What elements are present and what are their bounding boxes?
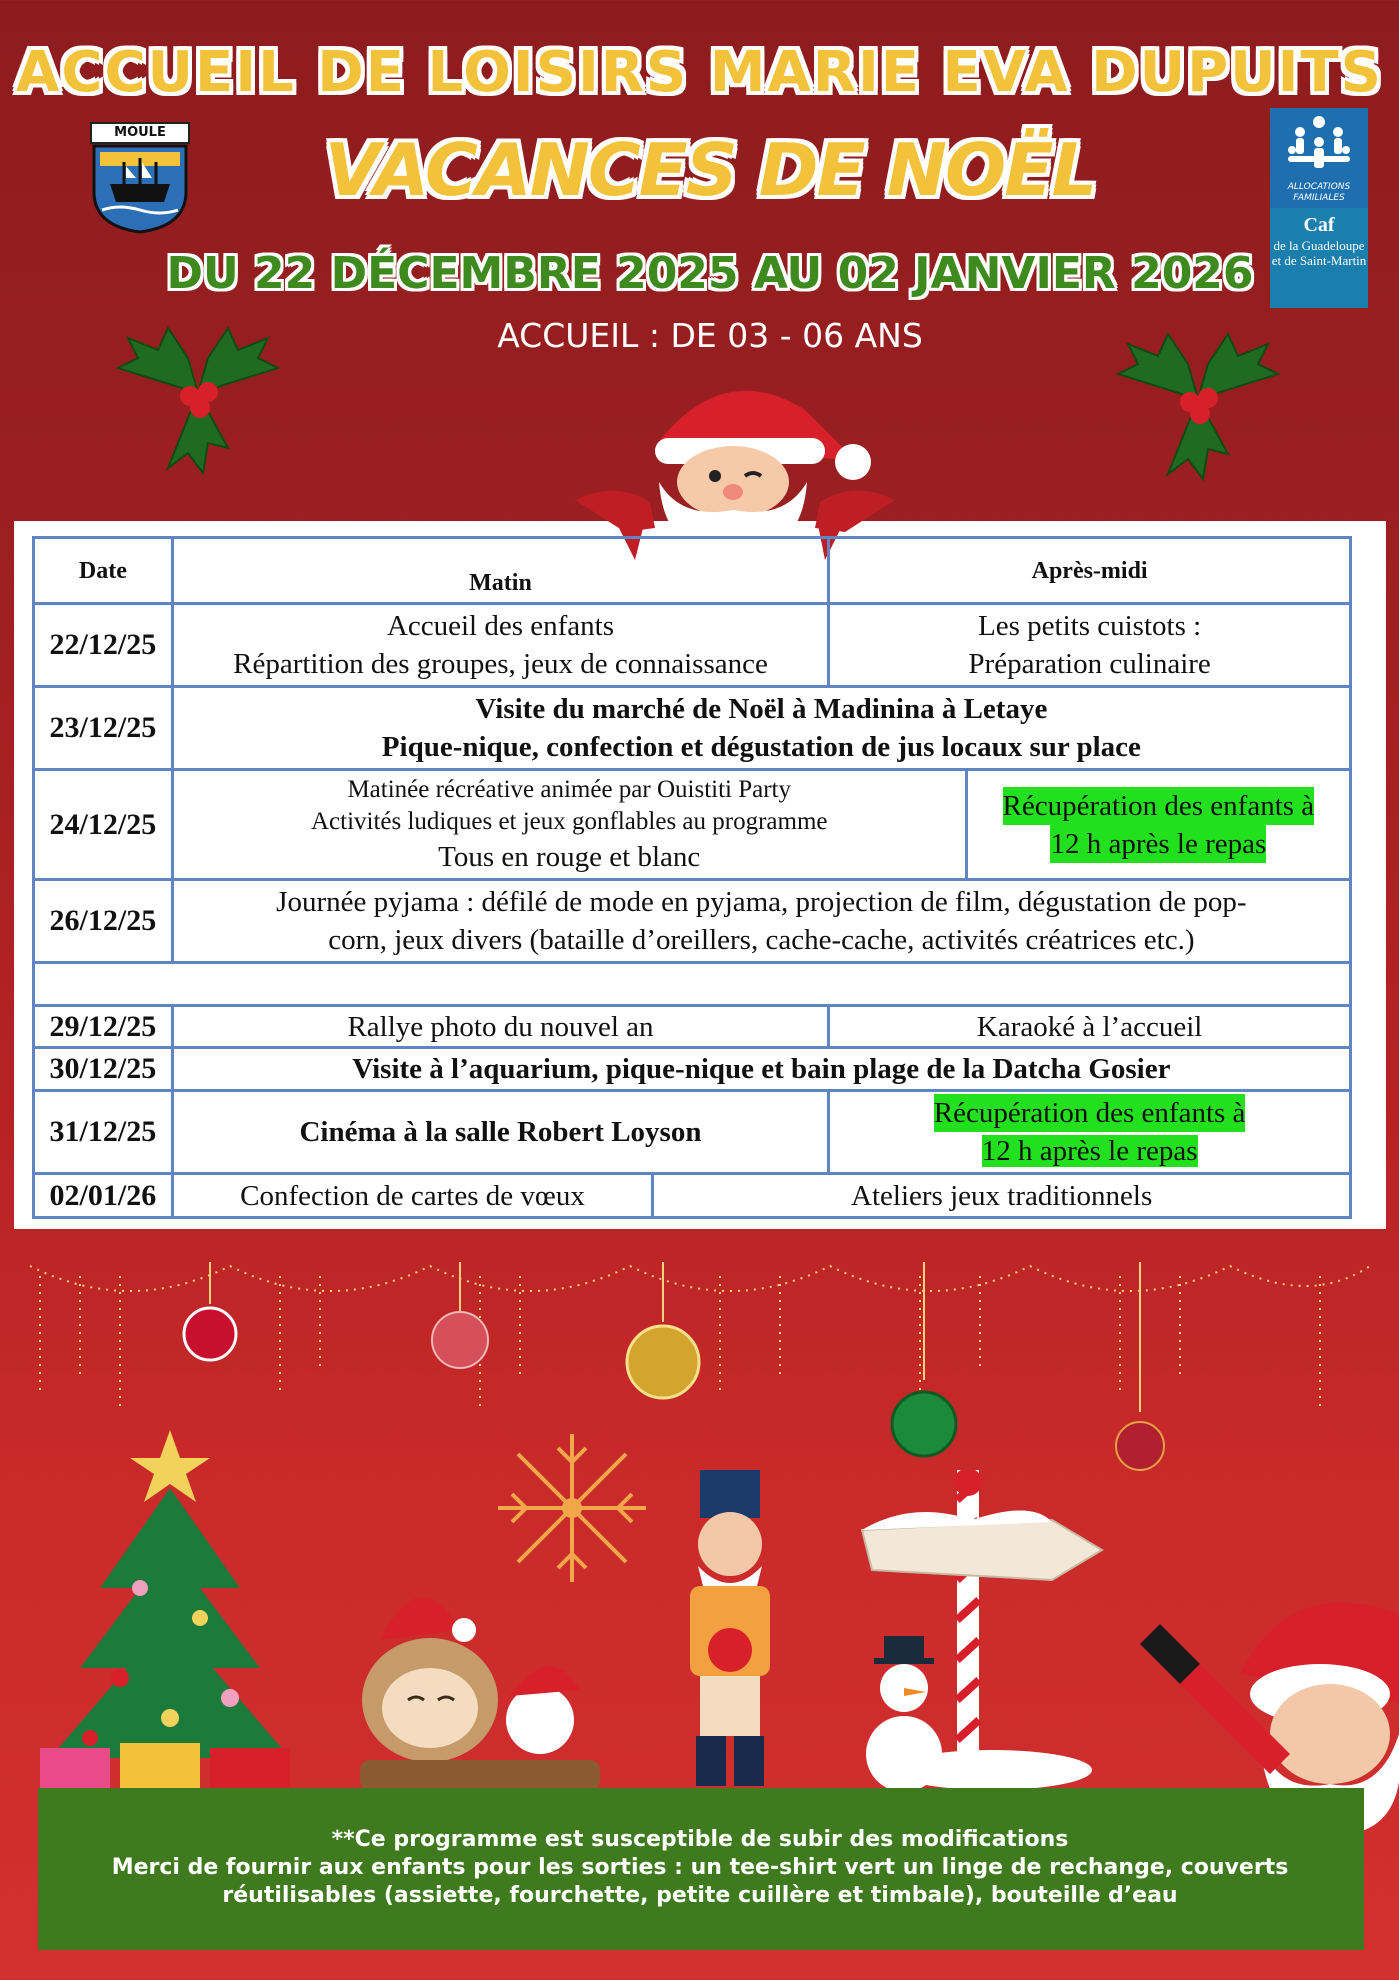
row-afternoon-line: Les petits cuistots : xyxy=(978,610,1202,642)
schedule-table xyxy=(32,536,1352,1219)
age-range: ACCUEIL : DE 03 - 06 ANS xyxy=(497,316,923,355)
table-row xyxy=(34,1048,1351,1091)
row-morning-line: Répartition des groupes, jeux de connaissance xyxy=(233,648,768,680)
table-row xyxy=(34,1174,1351,1218)
caf-logo xyxy=(1270,108,1368,308)
row-afternoon xyxy=(829,604,1351,687)
nutcracker-icon xyxy=(660,1470,800,1790)
row-full-day xyxy=(172,880,1350,963)
header-date: Date xyxy=(34,538,173,604)
holiday-title: VACANCES DE NOËL xyxy=(324,128,1096,212)
family-icon xyxy=(1270,110,1368,180)
footer-line: **Ce programme est susceptible de subir des modifications xyxy=(331,1827,1069,1852)
row-full-day xyxy=(172,687,1350,770)
caf-name: Caf xyxy=(1303,214,1335,236)
ornaments-icon xyxy=(180,1262,1180,1482)
row-date: 29/12/25 xyxy=(34,1006,173,1048)
row-afternoon xyxy=(829,1091,1351,1174)
caf-region: de la Guadeloupe et de Saint-Martin xyxy=(1271,238,1367,268)
row-date: 24/12/25 xyxy=(34,770,173,880)
row-morning-line: Accueil des enfants xyxy=(386,610,615,642)
row-afternoon: Ateliers jeux traditionnels xyxy=(653,1174,1351,1218)
table-row xyxy=(34,880,1351,963)
empty-row xyxy=(34,963,1351,1006)
caf-label-line1: ALLOCATIONS xyxy=(1287,182,1351,192)
row-morning xyxy=(172,604,828,687)
row-morning: Rallye photo du nouvel an xyxy=(172,1006,828,1048)
row-morning-line: Activités ludiques et jeux gonflables au programme xyxy=(310,807,828,835)
christmas-tree-icon xyxy=(30,1418,320,1798)
row-date: 30/12/25 xyxy=(34,1048,173,1091)
row-afternoon xyxy=(968,771,1349,878)
pickup-notice: Récupération des enfants à xyxy=(1003,787,1315,825)
row-morning: Confection de cartes de vœux xyxy=(172,1174,653,1218)
row-morning-line: Matinée récréative animée par Ouistiti Party xyxy=(347,775,792,803)
holly-right-icon xyxy=(1108,314,1288,484)
holly-left-icon xyxy=(108,308,288,478)
row-morning xyxy=(174,771,968,878)
row-date: 02/01/26 xyxy=(34,1174,173,1218)
row-morning-line: Tous en rouge et blanc xyxy=(438,840,701,873)
row-date: 22/12/25 xyxy=(34,604,173,687)
row-full-line: corn, jeux divers (bataille d’oreillers, cache-cache, activités créatrices etc.) xyxy=(328,924,1195,956)
row-full-day: Visite à l’aquarium, pique-nique et bain plage de la Datcha Gosier xyxy=(172,1048,1350,1091)
caf-label-line2: FAMILIALES xyxy=(1293,193,1345,203)
header-morning: Matin xyxy=(172,538,828,604)
snowflake-icon xyxy=(492,1428,652,1588)
moule-logo xyxy=(90,122,190,234)
table-header-row xyxy=(34,538,1351,604)
organization-title: ACCUEIL DE LOISIRS MARIE EVA DUPUITS xyxy=(16,40,1383,105)
date-range: DU 22 DÉCEMBRE 2025 AU 02 JANVIER 2026 xyxy=(166,248,1254,299)
table-row xyxy=(34,604,1351,687)
row-full-line: Journée pyjama : défilé de mode en pyjama, projection de film, dégustation de pop- xyxy=(276,886,1247,918)
table-row-empty xyxy=(34,963,1351,1006)
row-afternoon: Karaoké à l’accueil xyxy=(829,1006,1351,1048)
row-date: 26/12/25 xyxy=(34,880,173,963)
pickup-notice: Récupération des enfants à xyxy=(934,1094,1246,1132)
footer-line: réutilisables (assiette, fourchette, petite cuillère et timbale), bouteille d’eau xyxy=(222,1883,1178,1908)
header-afternoon: Après-midi xyxy=(829,538,1351,604)
table-row xyxy=(34,1091,1351,1174)
moule-crest-icon xyxy=(90,122,190,234)
signpost-icon xyxy=(852,1470,1112,1790)
pickup-notice: 12 h après le repas xyxy=(981,1135,1198,1167)
row-full-line: Pique-nique, confection et dégustation de jus locaux sur place xyxy=(381,731,1141,763)
pickup-notice: 12 h après le repas xyxy=(1050,825,1266,863)
row-split xyxy=(172,770,1350,880)
footer-line: Merci de fournir aux enfants pour les sorties : un tee-shirt vert un linge de rechange, couverts xyxy=(111,1855,1289,1880)
table-row xyxy=(34,770,1351,880)
sloth-icon xyxy=(360,1570,610,1800)
moule-logo-label: MOULE xyxy=(90,122,190,144)
table-row xyxy=(34,687,1351,770)
row-morning: Cinéma à la salle Robert Loyson xyxy=(172,1091,828,1174)
row-afternoon-line: Préparation culinaire xyxy=(968,648,1211,680)
table-row xyxy=(34,1006,1351,1048)
row-date: 31/12/25 xyxy=(34,1091,173,1174)
row-date: 23/12/25 xyxy=(34,687,173,770)
row-full-line: Visite du marché de Noël à Madinina à Letaye xyxy=(475,693,1048,725)
footer-notice xyxy=(60,1826,1340,1910)
